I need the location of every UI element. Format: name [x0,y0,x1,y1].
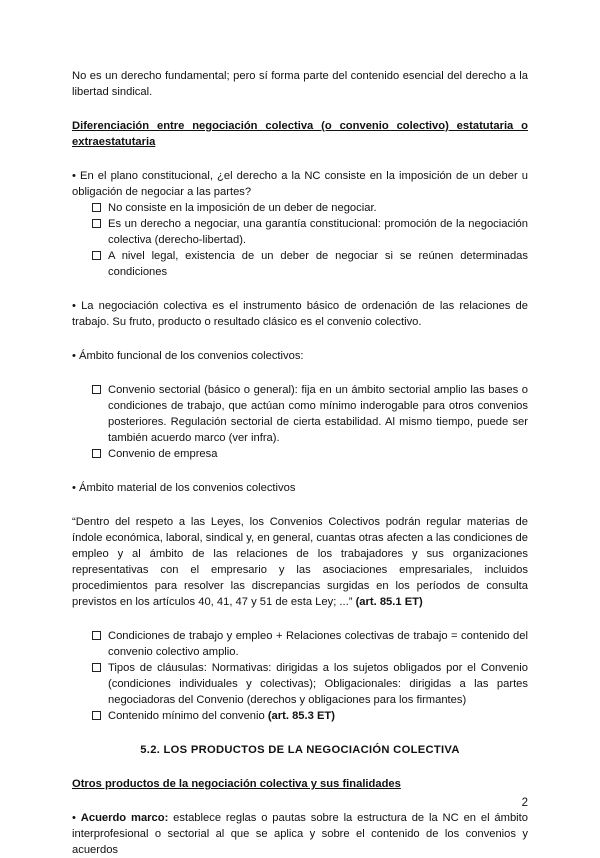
page-number: 2 [521,797,528,809]
document-page [72,68,528,858]
ambito-material-list [72,628,528,724]
acuerdo-marco-term: Acuerdo marco: [80,812,169,824]
plano-constitucional-question: • En el plano constitucional, ¿el derecho a la NC consiste en la imposición de un deber u obligación de negociar a las partes? [72,170,528,198]
plano-constitucional-list [72,200,528,280]
ambito-funcional-heading: • Ámbito funcional de los convenios colectivos: [72,350,304,362]
diferenciacion-heading: Diferenciación entre negociación colectiva (o convenio colectivo) estatutaria o extraestatutaria [72,120,528,148]
intro-paragraph: No es un derecho fundamental; pero sí forma parte del contenido esencial del derecho a la libertad sindical. [72,70,528,98]
checklist-item: Convenio sectorial (básico o general): fija en un ámbito sectorial amplio las bases o condiciones de trabajo, que actúan como mínimo inderogable para otros convenios posteriores. Regulación sectorial de cierta estabilidad. Al mismo tiempo, puede ser también acuerdo marco (ver infra). [92,382,528,446]
section-title: 5.2. LOS PRODUCTOS DE LA NEGOCIACIÓN COLECTIVA [140,744,460,756]
checkbox-icon [92,449,101,458]
ambito-material-heading: • Ámbito material de los convenios colectivos [72,482,296,494]
ambito-material-quote: “Dentro del respeto a las Leyes, los Convenios Colectivos podrán regular materias de índole económica, laboral, sindical y, en general, cuantas otras afecten a las condiciones de empleo y al ámbito de las relaciones de los trabajadores y sus organizaciones representativas con el empresario y las asociaciones empresariales, incluidos procedimientos para resolver las discrepancias surgidas en los períodos de consulta previstos en los artículos 40, 41, 47 y 51 de esta Ley; ...” (art. 85.1 ET) [72,516,528,608]
checklist-item: Tipos de cláusulas: Normativas: dirigidas a los sujetos obligados por el Convenio (condiciones individuales y colectivas); Obligacionales: dirigidas a las partes negociadoras del Convenio (derechos y obligaciones para los firmantes) [92,660,528,708]
checkbox-icon [92,631,101,640]
checkbox-icon [92,663,101,672]
checkbox-icon [92,203,101,212]
otros-productos-heading: Otros productos de la negociación colectiva y sus finalidades [72,778,401,790]
instrumento-basico-paragraph: • La negociación colectiva es el instrumento básico de ordenación de las relaciones de trabajo. Su fruto, producto o resultado clásico es el convenio colectivo. [72,300,528,328]
contenido-minimo-reference: (art. 85.3 ET) [267,710,335,722]
checklist-item: Condiciones de trabajo y empleo + Relaciones colectivas de trabajo = contenido del convenio colectivo amplio. [92,628,528,660]
checkbox-icon [92,219,101,228]
acuerdo-marco-paragraph: • Acuerdo marco: establece reglas o pautas sobre la estructura de la NC en el ámbito interprofesional o sectorial al que se aplica y sobre el contenido de los convenios y acuerdos [72,812,528,856]
checklist-item: A nivel legal, existencia de un deber de negociar si se reúnen determinadas condiciones [92,248,528,280]
checklist-item: Contenido mínimo del convenio (art. 85.3 ET) [92,708,528,724]
checkbox-icon [92,385,101,394]
checklist-item: Convenio de empresa [92,446,528,462]
checklist-item: No consiste en la imposición de un deber de negociar. [92,200,528,216]
checklist-item: Es un derecho a negociar, una garantía constitucional: promoción de la negociación colectiva (derecho-libertad). [92,216,528,248]
checkbox-icon [92,711,101,720]
quote-reference: (art. 85.1 ET) [355,596,423,608]
checkbox-icon [92,251,101,260]
ambito-funcional-list [72,382,528,462]
